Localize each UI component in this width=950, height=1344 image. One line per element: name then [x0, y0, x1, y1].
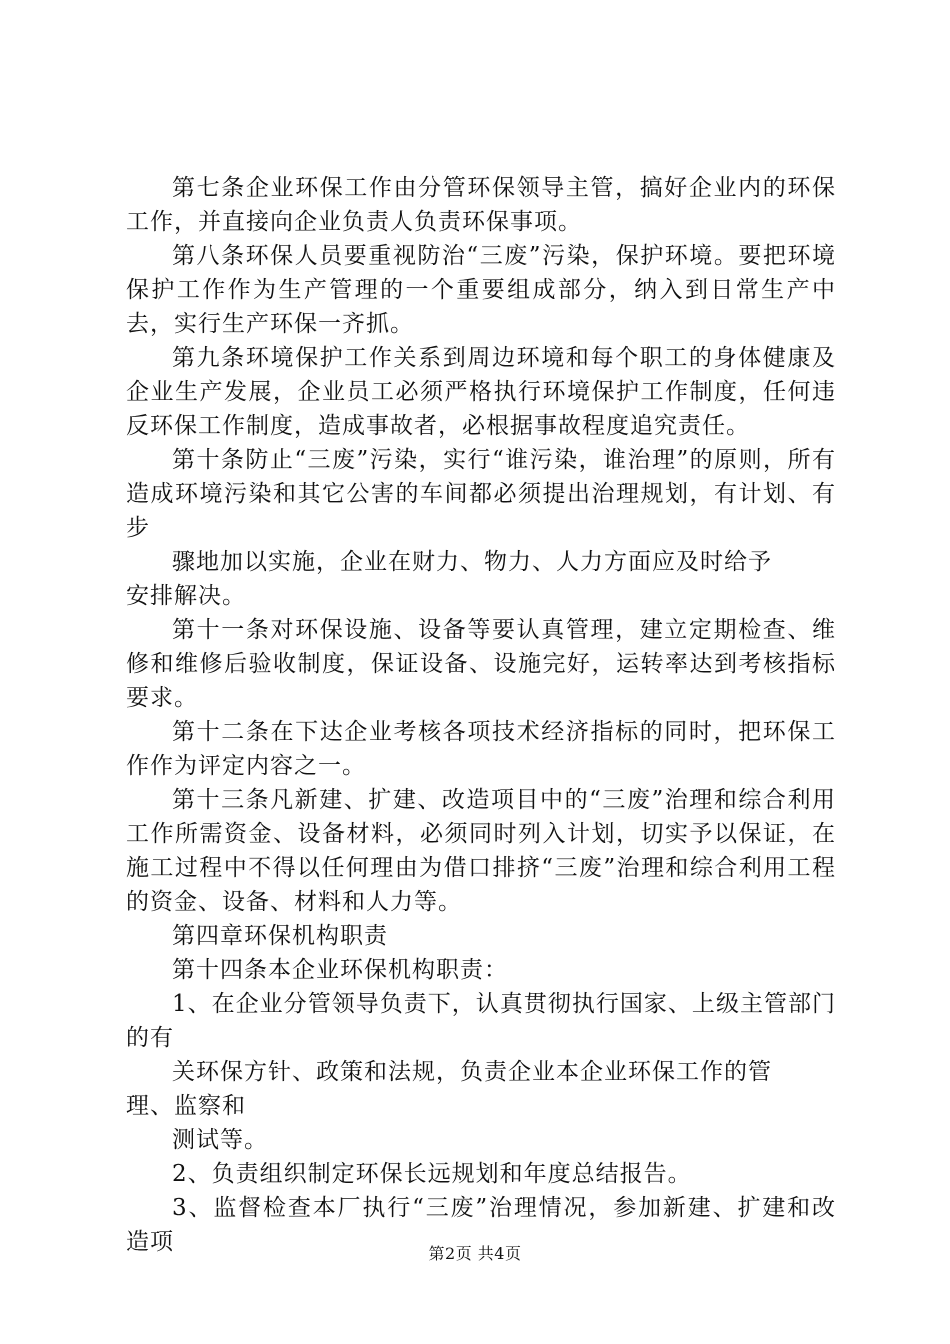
paragraph: 第九条环境保护工作关系到周边环境和每个职工的身体健康及企业生产发展，企业员工必须严格执行环境保护工作制度，任何违反环保工作制度，造成事故者，必根据事故程度追究责任。 [126, 345, 836, 439]
paragraph: 关环保方针、政策和法规，负责企业本企业环保工作的管 [172, 1059, 772, 1085]
paragraph: 第十四条本企业环保机构职责： [172, 957, 508, 983]
page-footer: 第2页 共4页 [428, 1244, 522, 1263]
paragraph: 2、负责组织制定环保长远规划和年度总结报告。 [172, 1161, 692, 1187]
paragraph: 3、监督检查本厂执行“三废”治理情况，参加新建、扩建和改造项 [126, 1195, 836, 1255]
paragraph: 第十三条凡新建、扩建、改造项目中的“三废”治理和综合利用工作所需资金、设备材料，必须同时列入计划，切实予以保证，在施工过程中不得以任何理由为借口排挤“三废”治理和综合利用工程的资金、设备、材料和人力等。 [126, 787, 836, 915]
paragraph: 第十条防止“三废”污染，实行“谁污染，谁治理”的原则，所有造成环境污染和其它公害的车间都必须提出治理规划，有计划、有步 [126, 447, 836, 541]
paragraph: 安排解决。 [126, 583, 246, 609]
document-body [126, 171, 836, 1259]
paragraph: 第十二条在下达企业考核各项技术经济指标的同时，把环保工作作为评定内容之一。 [126, 719, 836, 779]
paragraph: 测试等。 [172, 1127, 268, 1153]
paragraph: 第七条企业环保工作由分管环保领导主管，搞好企业内的环保工作，并直接向企业负责人负责环保事项。 [126, 175, 836, 235]
paragraph: 第八条环保人员要重视防治“三废”污染，保护环境。要把环境保护工作作为生产管理的一个重要组成部分，纳入到日常生产中去，实行生产环保一齐抓。 [126, 243, 836, 337]
paragraph: 第四章环保机构职责 [172, 923, 388, 949]
paragraph: 骤地加以实施，企业在财力、物力、人力方面应及时给予 [172, 549, 772, 575]
paragraph: 1、在企业分管领导负责下，认真贯彻执行国家、上级主管部门的有 [126, 991, 836, 1051]
paragraph: 理、监察和 [126, 1093, 246, 1119]
paragraph: 第十一条对环保设施、设备等要认真管理，建立定期检查、维修和维修后验收制度，保证设备、设施完好，运转率达到考核指标要求。 [126, 617, 836, 711]
